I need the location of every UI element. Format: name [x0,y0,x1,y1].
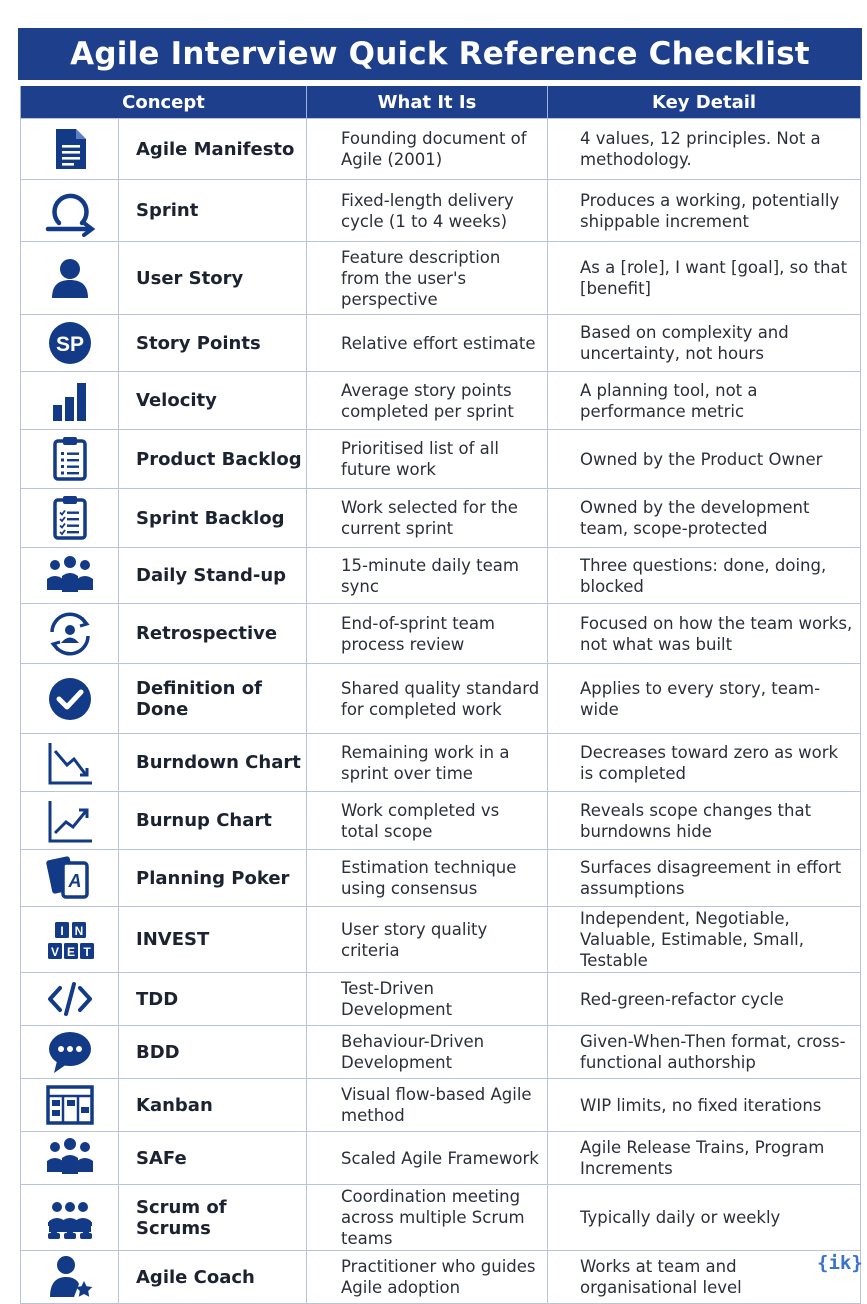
group-of-groups-icon [44,1192,96,1244]
header-concept: Concept [21,86,307,119]
row-icon-cell [21,604,119,664]
row-icon-cell [21,1026,119,1079]
what-cell: End-of-sprint team process review [307,604,548,664]
header-row [21,86,861,119]
table-row [21,430,861,489]
concept-cell: Sprint [119,180,307,242]
row-icon-cell [21,242,119,315]
row-icon-cell [21,973,119,1026]
table-row [21,664,861,734]
what-cell: Average story points completed per sprint [307,372,548,430]
detail-cell: Three questions: done, doing, blocked [548,548,861,604]
detail-cell: Surfaces disagreement in effort assumptions [548,850,861,907]
concept-cell: Agile Coach [119,1251,307,1304]
detail-cell: Typically daily or weekly [548,1185,861,1251]
table-row [21,1251,861,1304]
concept-cell: Burndown Chart [119,734,307,792]
concept-cell: Story Points [119,315,307,372]
concept-cell: INVEST [119,907,307,973]
page-title: Agile Interview Quick Reference Checklist [70,36,810,72]
checkmark-circle-icon [44,673,96,725]
svg-text:SP: SP [55,333,84,356]
table-row [21,372,861,430]
row-icon-cell [21,119,119,180]
user-icon [44,252,96,304]
detail-cell: Decreases toward zero as work is completed [548,734,861,792]
detail-cell: Focused on how the team works, not what was built [548,604,861,664]
header-what: What It Is [307,86,548,119]
row-icon-cell [21,792,119,850]
bar-chart-icon [44,375,96,427]
what-cell: Remaining work in a sprint over time [307,734,548,792]
what-cell: User story quality criteria [307,907,548,973]
code-icon [44,973,96,1025]
table-row [21,792,861,850]
what-cell: 15-minute daily team sync [307,548,548,604]
detail-cell: Produces a working, potentially shippable increment [548,180,861,242]
detail-cell: As a [role], I want [goal], so that [benefit] [548,242,861,315]
what-cell: Work completed vs total scope [307,792,548,850]
what-cell: Behaviour-Driven Development [307,1026,548,1079]
table-row [21,489,861,548]
table-row [21,850,861,907]
logo: {ik} [817,1252,863,1274]
burnup-chart-icon [44,795,96,847]
concept-cell: Retrospective [119,604,307,664]
detail-cell: A planning tool, not a performance metric [548,372,861,430]
table-row [21,1079,861,1132]
chat-bubble-icon [44,1026,96,1078]
row-icon-cell [21,664,119,734]
row-icon-cell [21,315,119,372]
what-cell: Founding document of Agile (2001) [307,119,548,180]
concept-cell: Sprint Backlog [119,489,307,548]
concept-cell: Definition of Done [119,664,307,734]
playing-cards-icon [44,852,96,904]
what-cell: Visual flow-based Agile method [307,1079,548,1132]
row-icon-cell [21,1251,119,1304]
table-row [21,1026,861,1079]
row-icon-cell [21,734,119,792]
detail-cell: Reveals scope changes that burndowns hide [548,792,861,850]
sp-badge-icon [44,317,96,369]
table-row [21,907,861,973]
detail-cell: Owned by the Product Owner [548,430,861,489]
svg-text:N: N [74,923,83,938]
detail-cell: Owned by the development team, scope-protected [548,489,861,548]
table-row [21,604,861,664]
title-bar [18,28,862,80]
concept-cell: BDD [119,1026,307,1079]
retrospective-icon [44,608,96,660]
row-icon-cell [21,180,119,242]
kanban-board-icon [44,1079,96,1131]
detail-cell: Works at team and organisational level [548,1251,861,1304]
clipboard-list-icon [44,433,96,485]
row-icon-cell [21,1185,119,1251]
checklist-table [20,86,861,1304]
concept-cell: Kanban [119,1079,307,1132]
team-icon [44,550,96,602]
table-row [21,973,861,1026]
invest-letters-icon [44,914,96,966]
detail-cell: Based on complexity and uncertainty, not hours [548,315,861,372]
what-cell: Feature description from the user's perspective [307,242,548,315]
what-cell: Estimation technique using consensus [307,850,548,907]
what-cell: Relative effort estimate [307,315,548,372]
what-cell: Scaled Agile Framework [307,1132,548,1185]
table-row [21,242,861,315]
svg-text:A: A [68,871,81,891]
table-row [21,734,861,792]
detail-cell: Red-green-refactor cycle [548,973,861,1026]
row-icon-cell [21,1079,119,1132]
concept-cell: User Story [119,242,307,315]
what-cell: Work selected for the current sprint [307,489,548,548]
table-row [21,315,861,372]
document-icon [44,123,96,175]
row-icon-cell [21,907,119,973]
detail-cell: WIP limits, no fixed iterations [548,1079,861,1132]
row-icon-cell [21,489,119,548]
table-row [21,1185,861,1251]
clipboard-check-icon [44,492,96,544]
svg-text:V: V [50,944,59,959]
row-icon-cell [21,548,119,604]
what-cell: Test-Driven Development [307,973,548,1026]
table-row [21,548,861,604]
svg-text:T: T [82,944,91,959]
sprint-cycle-icon [44,185,96,237]
header-detail: Key Detail [548,86,861,119]
table-row [21,180,861,242]
burndown-chart-icon [44,737,96,789]
group-icon [44,1132,96,1184]
row-icon-cell [21,1132,119,1185]
detail-cell: 4 values, 12 principles. Not a methodology. [548,119,861,180]
what-cell: Shared quality standard for completed work [307,664,548,734]
row-icon-cell [21,430,119,489]
what-cell: Practitioner who guides Agile adoption [307,1251,548,1304]
row-icon-cell [21,372,119,430]
detail-cell: Given-When-Then format, cross-functional authorship [548,1026,861,1079]
detail-cell: Agile Release Trains, Program Increments [548,1132,861,1185]
concept-cell: Daily Stand-up [119,548,307,604]
what-cell: Coordination meeting across multiple Scrum teams [307,1185,548,1251]
coach-star-icon [44,1251,96,1303]
table-row [21,119,861,180]
concept-cell: Scrum of Scrums [119,1185,307,1251]
what-cell: Fixed-length delivery cycle (1 to 4 weeks) [307,180,548,242]
concept-cell: SAFe [119,1132,307,1185]
concept-cell: Agile Manifesto [119,119,307,180]
table-row [21,1132,861,1185]
row-icon-cell [21,850,119,907]
concept-cell: TDD [119,973,307,1026]
detail-cell: Applies to every story, team-wide [548,664,861,734]
svg-text:I: I [59,923,64,938]
concept-cell: Planning Poker [119,850,307,907]
what-cell: Prioritised list of all future work [307,430,548,489]
svg-text:E: E [66,944,75,959]
concept-cell: Product Backlog [119,430,307,489]
detail-cell: Independent, Negotiable, Valuable, Estimable, Small, Testable [548,907,861,973]
concept-cell: Velocity [119,372,307,430]
concept-cell: Burnup Chart [119,792,307,850]
